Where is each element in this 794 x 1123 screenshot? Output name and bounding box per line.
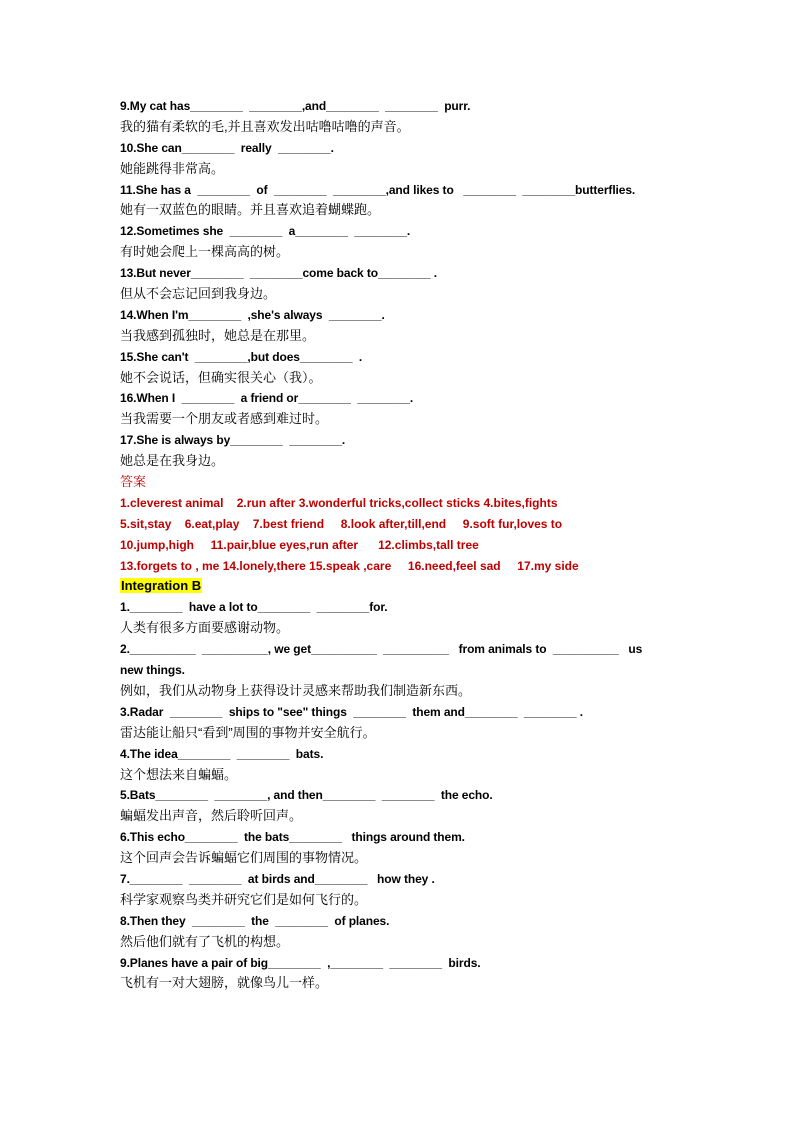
chinese-translation: 飞机有一对大翅膀，就像鸟儿一样。 [120, 975, 329, 991]
chinese-translation: 这个想法来自蝙蝠。 [120, 766, 238, 782]
chinese-translation: 她能跳得非常高。 [120, 160, 225, 176]
chinese-translation: 蝙蝠发出声音，然后聆听回声。 [120, 808, 303, 824]
exercise-sentence: 15.She can't ________,but does________ . [120, 349, 363, 364]
exercise-sentence: 6.This echo________ the bats________ things around them. [120, 830, 465, 845]
chinese-translation: 当我感到孤独时，她总是在那里。 [120, 327, 316, 343]
answer-heading: 答案 [120, 474, 147, 490]
chinese-translation: 科学家观察鸟类并研究它们是如何飞行的。 [120, 891, 368, 907]
chinese-translation: 人类有很多方面要感谢动物。 [120, 620, 290, 636]
chinese-translation: 她有一双蓝色的眼睛。并且喜欢追着蝴蝶跑。 [120, 202, 381, 218]
exercise-sentence: 8.Then they ________ the ________ of planes. [120, 913, 390, 928]
chinese-translation: 例如，我们从动物身上获得设计灵感来帮助我们制造新东西。 [120, 682, 472, 698]
exercise-sentence: 14.When I'm________ ,she's always ________. [120, 307, 385, 322]
exercise-sentence: 12.Sometimes she ________ a________ ________. [120, 224, 411, 239]
chinese-translation: 但从不会忘记回到我身边。 [120, 286, 277, 302]
exercise-sentence: 17.She is always by________ ________. [120, 433, 346, 448]
exercise-sentence: 9.Planes have a pair of big________ ,________ ________ birds. [120, 955, 481, 970]
answer-line: 10.jump,high 11.pair,blue eyes,run after 12.climbs,tall tree [120, 537, 479, 552]
section-heading-text: Integration B [121, 578, 202, 594]
exercise-sentence: 7.________ ________ at birds and________ how they . [120, 871, 435, 886]
exercise-sentence: 3.Radar ________ ships to "see" things ________ them and________ ________ . [120, 704, 583, 719]
chinese-translation: 她总是在我身边。 [120, 453, 225, 469]
answer-line: 5.sit,stay 6.eat,play 7.best friend 8.look after,till,end 9.soft fur,loves to [120, 516, 563, 531]
section-heading [120, 576, 690, 597]
exercise-sentence: 1.________ have a lot to________ ________for. [120, 600, 388, 615]
answer-line: 1.cleverest animal 2.run after 3.wonderful tricks,collect sticks 4.bites,fights [120, 495, 558, 510]
chinese-translation: 当我需要一个朋友或者感到难过时。 [120, 411, 329, 427]
exercise-sentence: 16.When I ________ a friend or________ ________. [120, 391, 414, 406]
exercise-sentence: new things. [120, 663, 185, 678]
exercise-sentence: 10.She can________ really ________. [120, 140, 334, 155]
chinese-translation: 这个回声会告诉蝙蝠它们周围的事物情况。 [120, 850, 368, 866]
exercise-sentence: 13.But never________ ________come back to________ . [120, 266, 438, 281]
answer-line: 13.forgets to , me 14.lonely,there 15.speak ,care 16.need,feel sad 17.my side [120, 558, 579, 573]
chinese-translation: 然后他们就有了飞机的构想。 [120, 933, 290, 949]
exercise-sentence: 11.She has a ________ of ________ ________,and likes to ________ ________butterflies. [120, 182, 636, 197]
chinese-translation: 雷达能让船只“看到”周围的事物并安全航行。 [120, 724, 376, 740]
exercise-sentence: 9.My cat has________ ________,and________ ________ purr. [120, 99, 471, 113]
chinese-translation: 她不会说话，但确实很关心（我）。 [120, 369, 322, 385]
document-page [120, 96, 690, 994]
exercise-sentence: 2.__________ __________, we get__________ __________ from animals to __________ us [120, 642, 643, 657]
chinese-translation: 有时她会爬上一棵高高的树。 [120, 244, 290, 260]
exercise-sentence: 4.The idea________ ________ bats. [120, 746, 324, 761]
chinese-translation: 我的猫有柔软的毛,并且喜欢发出咕噜咕噜的声音。 [120, 118, 410, 134]
exercise-sentence: 5.Bats________ ________, and then________ ________ the echo. [120, 788, 493, 803]
